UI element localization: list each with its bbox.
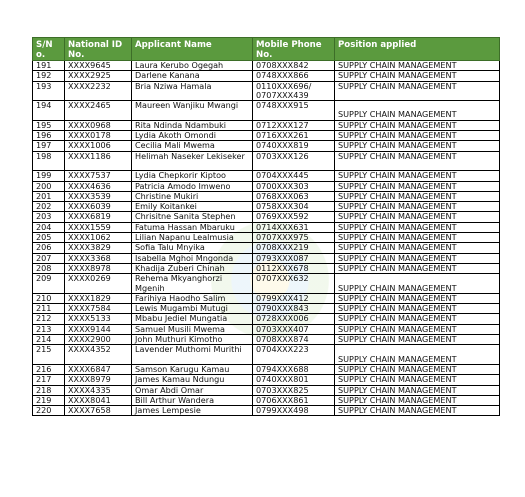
row-position-applied: SUPPLY CHAIN MANAGEMENT [335,71,500,81]
row-national-id: XXXX7658 [65,406,132,416]
table-row [33,324,500,334]
row-national-id: XXXX9144 [65,324,132,334]
applicants-table-container [32,37,499,416]
row-applicant-name: Darlene Kanana [132,71,253,81]
row-applicant-name: Laura Kerubo Ogegah [132,61,253,71]
row-applicant-name: Christine Mukiri [132,191,253,201]
row-applicant-name: Patricia Amodo Imweno [132,181,253,191]
row-national-id: XXXX0968 [65,120,132,130]
row-mobile-phone: 0112XXX678 [253,263,335,273]
row-sn: 191 [33,61,65,71]
row-position-applied: SUPPLY CHAIN MANAGEMENT [335,61,500,71]
row-mobile-phone: 0704XXX223 [253,345,335,365]
row-sn: 214 [33,335,65,345]
header-mobile-phone: Mobile Phone No. [253,38,335,61]
row-position-applied: SUPPLY CHAIN MANAGEMENT [335,335,500,345]
row-sn: 210 [33,293,65,303]
row-sn: 202 [33,202,65,212]
row-applicant-name: Emily Koitankei [132,202,253,212]
row-applicant-name: Omar Abdi Omar [132,385,253,395]
row-position-applied: SUPPLY CHAIN MANAGEMENT [335,81,500,101]
row-national-id: XXXX8978 [65,263,132,273]
row-position-applied: SUPPLY CHAIN MANAGEMENT [335,263,500,273]
table-row [33,141,500,151]
table-row [33,335,500,345]
row-applicant-name: Isabella Mghoi Mngonda [132,253,253,263]
row-mobile-phone: 0740XXX819 [253,141,335,151]
table-row [33,253,500,263]
table-row [33,81,500,101]
row-national-id: XXXX2232 [65,81,132,101]
row-position-applied: SUPPLY CHAIN MANAGEMENT [335,314,500,324]
table-row [33,171,500,181]
row-national-id: XXXX7584 [65,304,132,314]
row-sn: 194 [33,101,65,121]
row-applicant-name: James Lempesie [132,406,253,416]
table-row [33,406,500,416]
table-row [33,314,500,324]
row-national-id: XXXX0178 [65,131,132,141]
row-national-id: XXXX8041 [65,395,132,405]
row-national-id: XXXX2900 [65,335,132,345]
row-applicant-name: Lavender Muthomi Murithi [132,345,253,365]
row-position-applied: SUPPLY CHAIN MANAGEMENT [335,141,500,151]
table-row [33,243,500,253]
row-mobile-phone: 0707XXX632 [253,274,335,294]
row-mobile-phone: 0793XXX087 [253,253,335,263]
row-national-id: XXXX8979 [65,375,132,385]
row-sn: 197 [33,141,65,151]
row-national-id: XXXX1829 [65,293,132,303]
table-row [33,364,500,374]
row-sn: 218 [33,385,65,395]
row-sn: 216 [33,364,65,374]
row-position-applied: SUPPLY CHAIN MANAGEMENT [335,345,500,365]
row-position-applied: SUPPLY CHAIN MANAGEMENT [335,375,500,385]
row-national-id: XXXX7537 [65,171,132,181]
table-row [33,375,500,385]
table-row [33,181,500,191]
row-sn: 200 [33,181,65,191]
row-applicant-name: John Muthuri Kimotho [132,335,253,345]
row-national-id: XXXX1062 [65,233,132,243]
row-sn: 213 [33,324,65,334]
row-sn: 195 [33,120,65,130]
row-mobile-phone: 0110XXX696/ 0707XXX439 [253,81,335,101]
row-mobile-phone: 0707XXX975 [253,233,335,243]
row-national-id: XXXX6039 [65,202,132,212]
row-mobile-phone: 0700XXX303 [253,181,335,191]
row-mobile-phone: 0758XXX304 [253,202,335,212]
row-applicant-name: Helimah Naseker Lekiseker [132,151,253,171]
row-mobile-phone: 0728XXX006 [253,314,335,324]
row-sn: 206 [33,243,65,253]
header-national-id: National ID No. [65,38,132,61]
row-mobile-phone: 0703XXX825 [253,385,335,395]
row-applicant-name: Rehema Mkyanghorzi Mgenih [132,274,253,294]
row-mobile-phone: 0768XXX063 [253,191,335,201]
row-applicant-name: Rita Ndinda Ndambuki [132,120,253,130]
row-position-applied: SUPPLY CHAIN MANAGEMENT [335,274,500,294]
row-national-id: XXXX1559 [65,222,132,232]
row-mobile-phone: 0706XXX861 [253,395,335,405]
row-applicant-name: Chrisitne Sanita Stephen [132,212,253,222]
row-national-id: XXXX6819 [65,212,132,222]
row-position-applied: SUPPLY CHAIN MANAGEMENT [335,181,500,191]
table-body [33,61,500,416]
table-row [33,101,500,121]
row-position-applied: SUPPLY CHAIN MANAGEMENT [335,151,500,171]
row-position-applied: SUPPLY CHAIN MANAGEMENT [335,222,500,232]
row-mobile-phone: 0716XXX261 [253,131,335,141]
table-row [33,71,500,81]
header-sn: S/N o. [33,38,65,61]
row-applicant-name: Fatuma Hassan Mbaruku [132,222,253,232]
row-position-applied: SUPPLY CHAIN MANAGEMENT [335,120,500,130]
row-mobile-phone: 0714XXX631 [253,222,335,232]
row-sn: 203 [33,212,65,222]
row-position-applied: SUPPLY CHAIN MANAGEMENT [335,191,500,201]
row-national-id: XXXX1006 [65,141,132,151]
row-national-id: XXXX3368 [65,253,132,263]
row-applicant-name: Farihiya Haodho Salim [132,293,253,303]
row-national-id: XXXX4335 [65,385,132,395]
row-applicant-name: Lydia Akoth Omondi [132,131,253,141]
row-mobile-phone: 0708XXX219 [253,243,335,253]
table-row [33,191,500,201]
row-mobile-phone: 0740XXX801 [253,375,335,385]
row-mobile-phone: 0748XXX866 [253,71,335,81]
row-position-applied: SUPPLY CHAIN MANAGEMENT [335,293,500,303]
row-national-id: XXXX9645 [65,61,132,71]
row-applicant-name: Cecilia Mali Mwema [132,141,253,151]
row-sn: 205 [33,233,65,243]
row-position-applied: SUPPLY CHAIN MANAGEMENT [335,385,500,395]
row-national-id: XXXX4636 [65,181,132,191]
applicants-table [32,37,500,416]
row-national-id: XXXX1186 [65,151,132,171]
row-position-applied: SUPPLY CHAIN MANAGEMENT [335,243,500,253]
table-row [33,233,500,243]
row-mobile-phone: 0708XXX842 [253,61,335,71]
row-applicant-name: Samson Karugu Kamau [132,364,253,374]
table-row [33,263,500,273]
row-applicant-name: Bill Arthur Wandera [132,395,253,405]
row-applicant-name: Lydia Chepkorir Kiptoo [132,171,253,181]
row-position-applied: SUPPLY CHAIN MANAGEMENT [335,395,500,405]
table-row [33,274,500,294]
row-sn: 192 [33,71,65,81]
row-national-id: XXXX0269 [65,274,132,294]
table-row [33,345,500,365]
row-position-applied: SUPPLY CHAIN MANAGEMENT [335,364,500,374]
row-sn: 212 [33,314,65,324]
row-sn: 211 [33,304,65,314]
table-row [33,151,500,171]
row-sn: 219 [33,395,65,405]
row-mobile-phone: 0790XXX843 [253,304,335,314]
row-position-applied: SUPPLY CHAIN MANAGEMENT [335,101,500,121]
row-national-id: XXXX3829 [65,243,132,253]
row-national-id: XXXX6847 [65,364,132,374]
row-national-id: XXXX5133 [65,314,132,324]
row-position-applied: SUPPLY CHAIN MANAGEMENT [335,406,500,416]
row-mobile-phone: 0799XXX412 [253,293,335,303]
row-applicant-name: Lilian Napanu Lealmusia [132,233,253,243]
row-position-applied: SUPPLY CHAIN MANAGEMENT [335,171,500,181]
row-sn: 217 [33,375,65,385]
row-mobile-phone: 0712XXX127 [253,120,335,130]
row-position-applied: SUPPLY CHAIN MANAGEMENT [335,233,500,243]
header-applicant-name: Applicant Name [132,38,253,61]
table-row [33,212,500,222]
row-mobile-phone: 0748XXX915 [253,101,335,121]
header-position-applied: Position applied [335,38,500,61]
row-national-id: XXXX4352 [65,345,132,365]
row-mobile-phone: 0703XXX407 [253,324,335,334]
table-row [33,304,500,314]
row-sn: 199 [33,171,65,181]
row-mobile-phone: 0708XXX874 [253,335,335,345]
row-mobile-phone: 0769XXX592 [253,212,335,222]
row-sn: 207 [33,253,65,263]
row-applicant-name: James Kamau Ndungu [132,375,253,385]
table-row [33,385,500,395]
row-position-applied: SUPPLY CHAIN MANAGEMENT [335,324,500,334]
row-position-applied: SUPPLY CHAIN MANAGEMENT [335,212,500,222]
row-sn: 193 [33,81,65,101]
table-row [33,222,500,232]
row-position-applied: SUPPLY CHAIN MANAGEMENT [335,253,500,263]
row-national-id: XXXX2465 [65,101,132,121]
row-applicant-name: Maureen Wanjiku Mwangi [132,101,253,121]
table-row [33,395,500,405]
row-position-applied: SUPPLY CHAIN MANAGEMENT [335,202,500,212]
row-sn: 201 [33,191,65,201]
row-mobile-phone: 0703XXX126 [253,151,335,171]
row-position-applied: SUPPLY CHAIN MANAGEMENT [335,131,500,141]
table-header-row [33,38,500,61]
table-row [33,131,500,141]
row-applicant-name: Mbabu Jediel Mungatia [132,314,253,324]
row-national-id: XXXX2925 [65,71,132,81]
table-row [33,293,500,303]
row-sn: 220 [33,406,65,416]
row-sn: 198 [33,151,65,171]
row-national-id: XXXX3539 [65,191,132,201]
table-row [33,202,500,212]
row-sn: 208 [33,263,65,273]
row-applicant-name: Lewis Mugambi Mutugi [132,304,253,314]
row-applicant-name: Sofia Talu Mnyika [132,243,253,253]
row-applicant-name: Samuel Musili Mwema [132,324,253,334]
row-position-applied: SUPPLY CHAIN MANAGEMENT [335,304,500,314]
row-sn: 204 [33,222,65,232]
row-applicant-name: Bria Nziwa Hamala [132,81,253,101]
table-row [33,61,500,71]
row-mobile-phone: 0704XXX445 [253,171,335,181]
table-row [33,120,500,130]
row-mobile-phone: 0799XXX498 [253,406,335,416]
row-sn: 196 [33,131,65,141]
row-sn: 209 [33,274,65,294]
row-sn: 215 [33,345,65,365]
row-mobile-phone: 0794XXX688 [253,364,335,374]
row-applicant-name: Khadija Zuberi Chinah [132,263,253,273]
